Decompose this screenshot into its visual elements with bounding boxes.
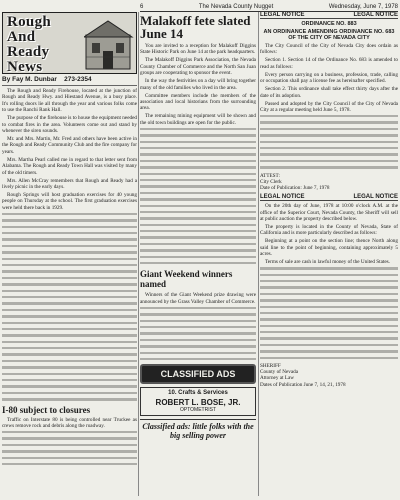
signature-line: County of Nevada: [260, 369, 299, 376]
legal-header-left: LEGAL NOTICE: [260, 12, 305, 18]
article-paragraph: Mrs. Allen McCray remembers that Rough and Ready had a lively picnic in the early days.: [2, 177, 137, 191]
malakoff-headline: Malakoff fete slated June 14: [140, 13, 251, 41]
ordinance-attest: [260, 173, 398, 192]
legal-paragraph: Section 2. This ordinance shall take effect thirty days after the date of its adoption.: [260, 86, 398, 99]
legal-header-right: LEGAL NOTICE: [353, 194, 398, 201]
text-filler: [260, 267, 398, 359]
sheriff-sale-body: [260, 203, 398, 265]
classified-promo: Classified ads: little folks with the big selling power: [140, 419, 256, 440]
article-paragraph: You are invited to a reception for Malakoff Diggins State Historic Park on June 14 at the park headquarters.: [140, 43, 256, 56]
ad-name: ROBERT L. BOSE, JR.: [155, 398, 241, 408]
clerk-label: City Clerk: [260, 178, 282, 185]
legal-header-left: LEGAL NOTICE: [260, 194, 305, 201]
sheriff-signature: [260, 363, 398, 388]
text-filler: [2, 213, 137, 401]
column-divider: [138, 12, 139, 496]
giant-weekend-headline: Giant Weekend winners named: [140, 269, 233, 290]
attest-label: ATTEST:: [260, 172, 280, 179]
legal-header-right: LEGAL NOTICE: [353, 12, 398, 18]
text-filler: [140, 307, 256, 361]
byline-phone: 273-2354: [64, 76, 92, 83]
giant-weekend-body: [140, 292, 256, 305]
byline-author: By Fay M. Dunbar: [2, 76, 57, 83]
article-paragraph: The purpose of the firehouse is to house the equipment needed to combat fires in the area. Volunteers come out and stand by whenever the siren sounds.: [2, 115, 137, 135]
legal-notice-header-2: [260, 194, 398, 201]
article-paragraph: The Rough and Ready Firehouse, located at the junction of Rough and Ready Hwy. and Hiestand Avenue, is a busy place. It's rolling doors lie all through the year and various folks come to use the Ranchi Rank Hall.: [2, 88, 137, 114]
text-filler: [140, 128, 256, 265]
column-divider: [258, 12, 259, 496]
publication-dates: Dates of Publication June 7, 14, 21, 1978: [260, 381, 346, 388]
optometrist-ad: [140, 387, 256, 416]
legal-notice-header: [260, 12, 398, 19]
article-paragraph: Mr. and Mrs. Martin, Mr. Fred and others have been active in the Rough and Ready Community Club and the fire company for years.: [2, 136, 137, 155]
article-paragraph: Committee members include the members of the association and local historians from the surrounding area.: [140, 92, 256, 112]
byline: [2, 74, 137, 86]
legal-paragraph: Terms of sale are cash in lawful money of the United States.: [265, 259, 390, 266]
newspaper-name: The Nevada County Nugget: [198, 3, 274, 10]
i80-closure-headline: I-80 subject to closures: [2, 404, 91, 415]
classified-ads-banner: CLASSIFIED ADS: [140, 364, 256, 384]
text-filler: [260, 115, 398, 169]
old-building-illustration-icon: [84, 17, 134, 71]
legal-paragraph: On the 20th day of June, 1978 at 10:00 o'clock A.M. at the office of the Superior Court, Nevada County, the Sheriff will sell at public auction the property described below.: [260, 203, 398, 222]
logo-line-2: And: [7, 29, 36, 45]
column-legal-notices: [260, 12, 398, 496]
article-paragraph: Traffic on Interstate 80 is being controlled near Truckee as crews remove rock and debris along the roadway.: [2, 416, 137, 429]
logo-line-3: Ready: [7, 44, 50, 60]
legal-paragraph: The City Council of the City of Nevada City does ordain as follows:: [260, 43, 398, 56]
signature-line: Attorney at Law: [260, 375, 294, 382]
ad-category: 10. Crafts & Services: [168, 390, 228, 397]
article-paragraph: The remaining mining equipment will be shown and the old town buildings are open for the public.: [140, 113, 256, 126]
column-logo-title: [7, 15, 89, 74]
column-logo: [2, 12, 137, 74]
article-paragraph: Winners of the Giant Weekend prize drawing were announced by the Grass Valley Chamber of Commerce.: [140, 292, 256, 305]
column-malakoff: [140, 12, 256, 496]
ordinance-body: [260, 43, 398, 113]
malakoff-body: [140, 43, 256, 126]
article-body: [2, 88, 137, 211]
issue-date: Wednesday, June 7, 1978: [328, 3, 398, 10]
legal-paragraph: Every person carrying on a business, profession, trade, calling or occupation shall pay a license fee as hereinafter specified.: [260, 71, 398, 85]
logo-line-1: Rough: [7, 14, 52, 30]
article-paragraph: The Malakoff Diggins Park Association, the Nevada County Chamber of Commerce and the North San Juan groups are cooperating to sponsor the event.: [140, 57, 256, 77]
ordinance-title: ORDINANCE NO. 883: [301, 21, 357, 27]
article-paragraph: Mrs. Martha Pearl called me in regard to that letter sent from Alabama. The Rough and Ready Town Hall was visited by many of the old timers.: [2, 156, 137, 176]
article-paragraph: Rough Springs will host graduation exercises for 40 young people on Thursday at the school. The first graduation exercises were held there back in 1929.: [2, 192, 137, 211]
ad-profession: OPTOMETRIST: [179, 407, 217, 414]
publication-date: Date of Publication: June 7, 1978: [260, 184, 330, 191]
legal-paragraph: The property is located in the County of Nevada, State of California and is more particularly described as follows:: [260, 223, 398, 237]
logo-line-4: News: [7, 59, 43, 74]
ordinance-subtitle: AN ORDINANCE AMENDING ORDINANCE NO. 683 OF THE CITY OF NEVADA CITY: [263, 29, 395, 41]
article-paragraph: In the way the festivities on a day will bring together many of the old families who lived in the area.: [140, 78, 256, 91]
signature-line: SHERIFF: [260, 363, 281, 370]
legal-paragraph: Beginning at a point on the section line; thence North along said line to the point of beginning, containing approximately 5 acres.: [260, 238, 398, 258]
folio-bar: [140, 2, 398, 12]
page-number: 6: [140, 3, 144, 10]
legal-paragraph: Section 1. Section 14 of the Ordinance No. 683 is amended to read as follows:: [260, 57, 398, 70]
i80-closure-body: [2, 417, 137, 430]
legal-paragraph: Passed and adopted by the City Council of the City of Nevada City at a regular meeting held June 5, 1978.: [260, 100, 398, 114]
text-filler: [2, 431, 137, 465]
column-rough-and-ready: [2, 12, 137, 496]
